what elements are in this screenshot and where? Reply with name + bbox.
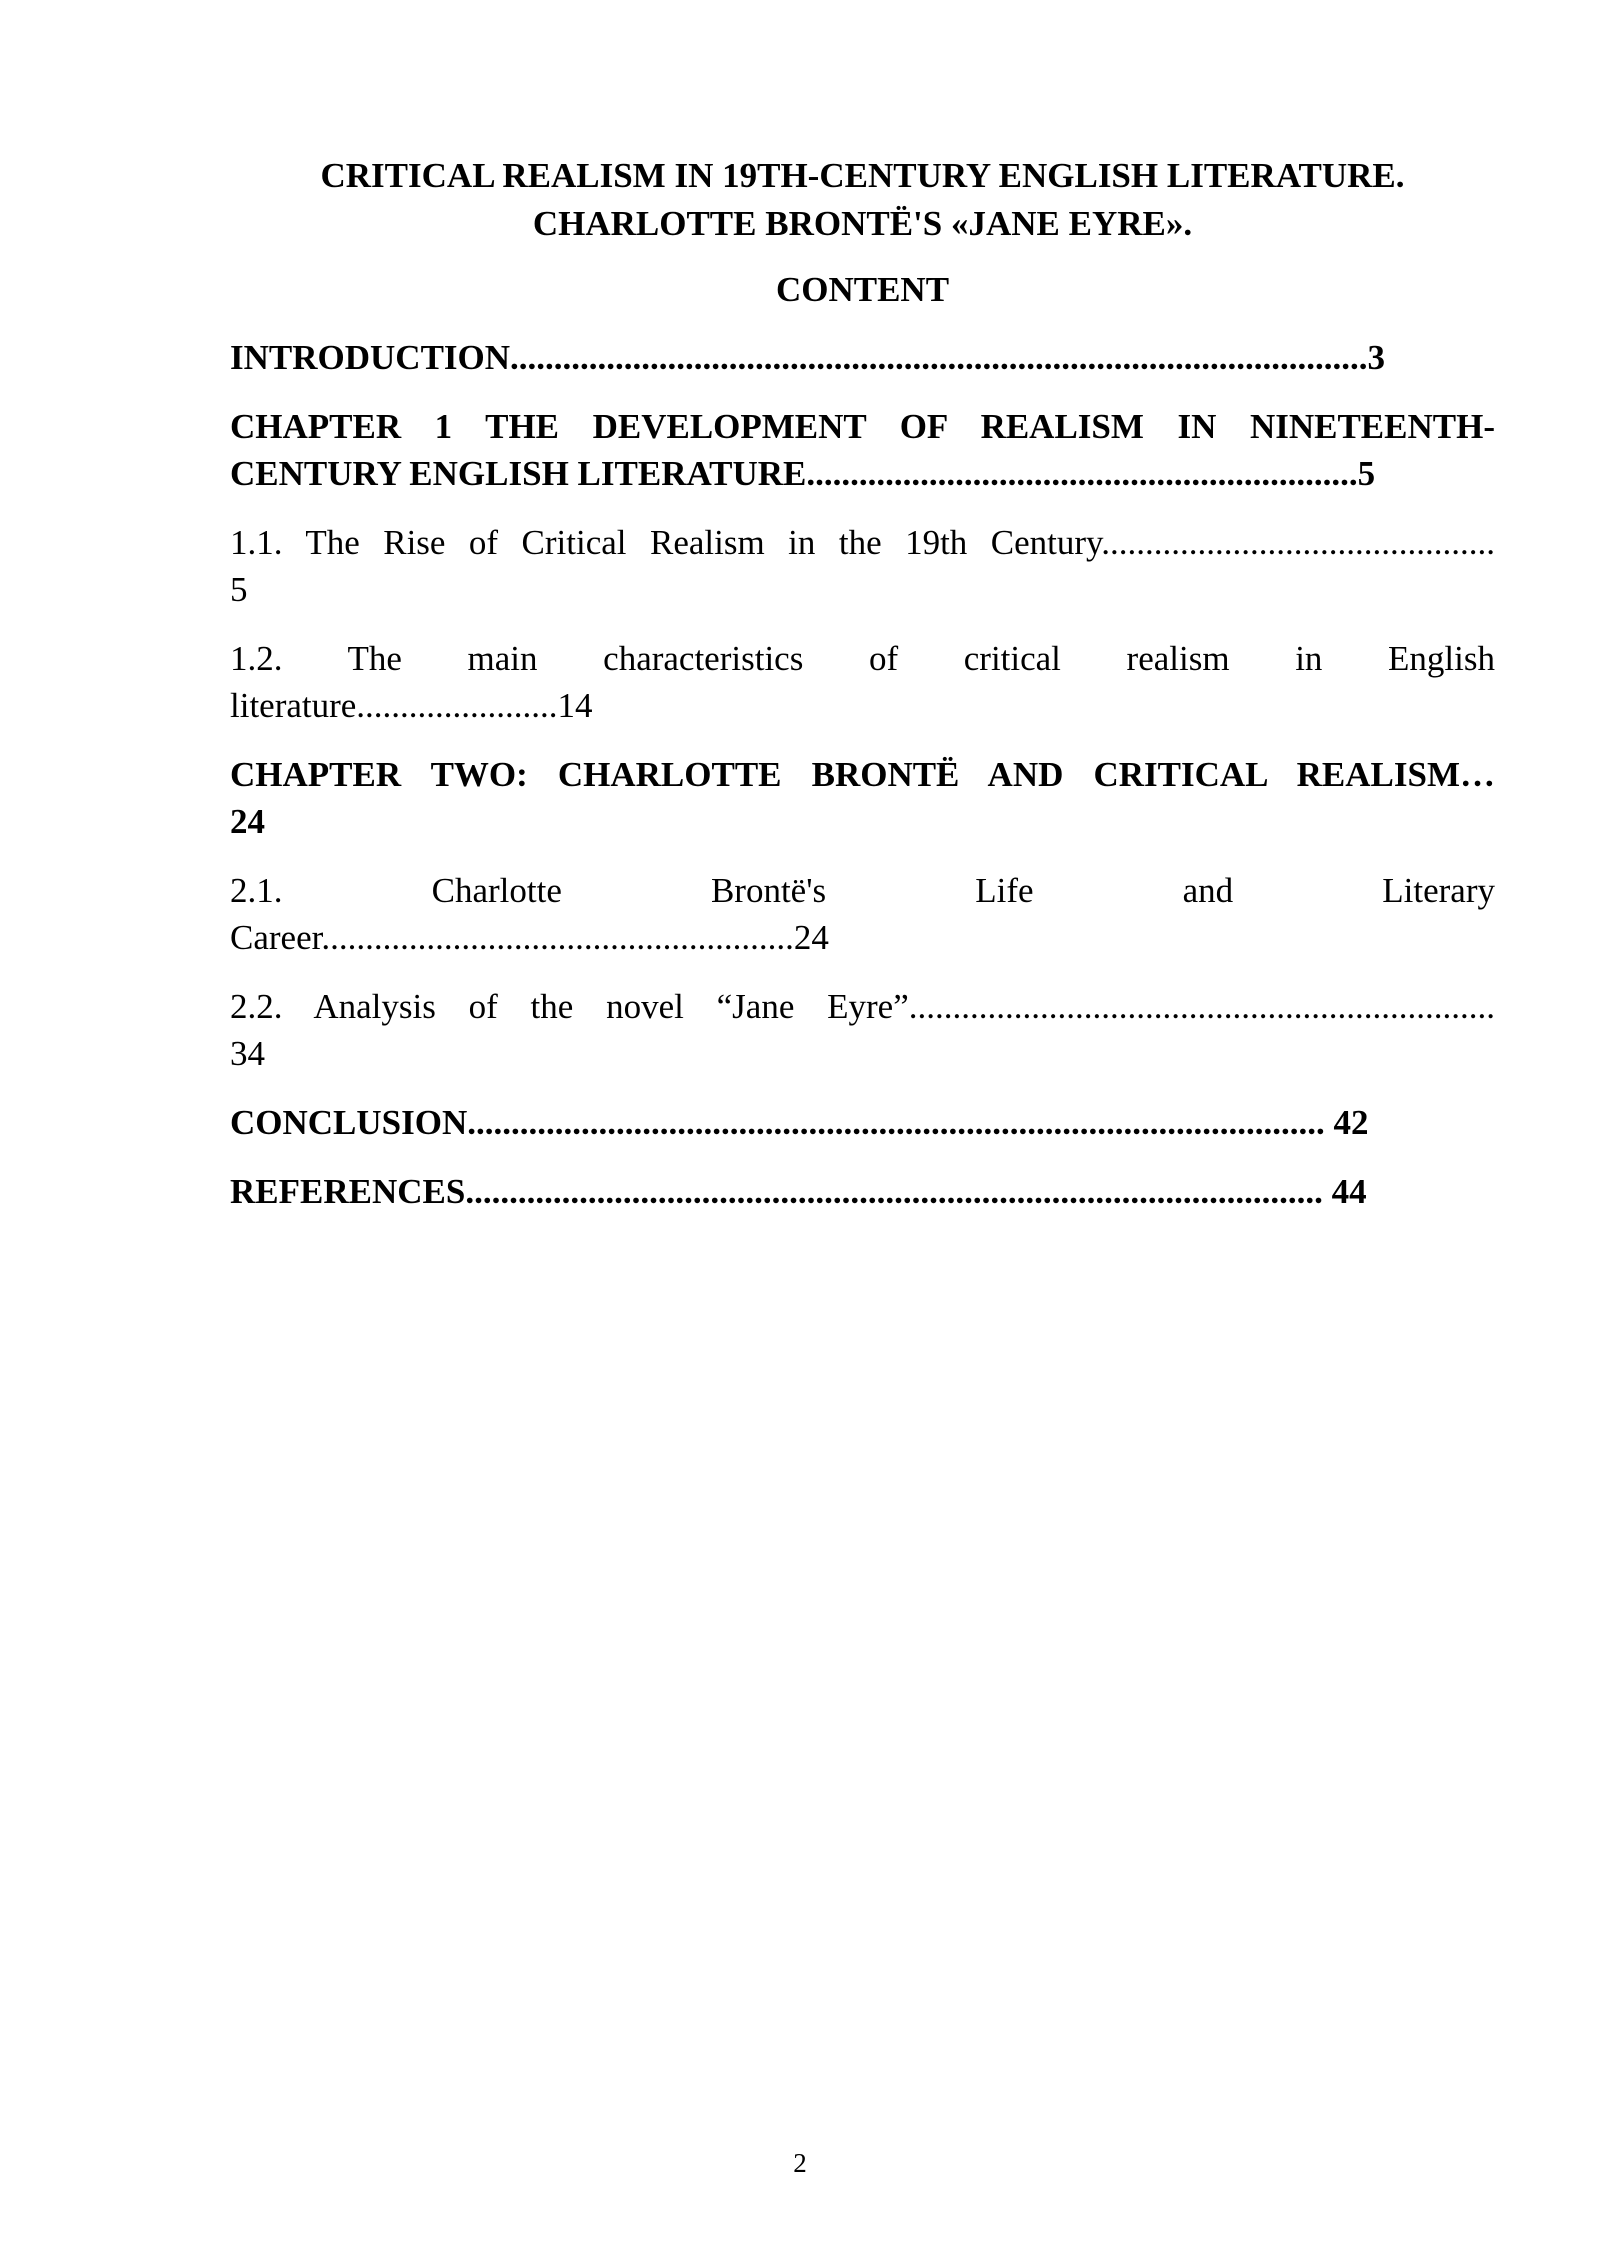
toc-line: CENTURY ENGLISH LITERATURE...............................................................5: [230, 454, 1376, 493]
toc-line: REFERENCES.................................................................................................. 44: [230, 1172, 1367, 1211]
toc-line: 1.1. The Rise of Critical Realism in the 19th Century.............................................: [230, 523, 1495, 562]
toc-entry-references[interactable]: [230, 1168, 1495, 1215]
toc-line: 24: [230, 802, 265, 841]
toc-entry-introduction[interactable]: [230, 334, 1495, 381]
toc-line: INTRODUCTION..................................................................................................3: [230, 338, 1386, 377]
title-line-1: CRITICAL REALISM IN 19TH-CENTURY ENGLISH LITERATURE.: [320, 156, 1405, 195]
toc-entry-2-2[interactable]: [230, 983, 1495, 1077]
toc-entry-chapter-1[interactable]: [230, 403, 1495, 497]
toc-entry-1-1[interactable]: [230, 519, 1495, 613]
content-heading: CONTENT: [775, 270, 950, 309]
toc-line: CONCLUSION.................................................................................................. 42: [230, 1103, 1369, 1142]
toc-line: 5: [230, 570, 248, 609]
document-title: [230, 152, 1495, 248]
toc-line: CHAPTER TWO: CHARLOTTE BRONTË AND CRITICAL REALISM…: [230, 755, 1495, 794]
toc-line: literature.......................14: [230, 686, 593, 725]
toc-entry-1-2[interactable]: [230, 635, 1495, 729]
toc-line: 34: [230, 1034, 265, 1073]
toc-entry-conclusion[interactable]: [230, 1099, 1495, 1146]
toc-line: CHAPTER 1 THE DEVELOPMENT OF REALISM IN NINETEENTH-: [230, 407, 1495, 446]
toc-entry-2-1[interactable]: [230, 867, 1495, 961]
toc-entry-chapter-2[interactable]: [230, 751, 1495, 845]
page-number: 2: [793, 2148, 807, 2178]
table-of-contents: [230, 334, 1495, 1237]
toc-line: 2.2. Analysis of the novel “Jane Eyre”...................................................................: [230, 987, 1495, 1026]
toc-line: Career......................................................24: [230, 918, 829, 957]
toc-line: 2.1. Charlotte Brontë's Life and Literary: [230, 871, 1495, 910]
title-line-2: CHARLOTTE BRONTË'S «JANE EYRE».: [532, 204, 1193, 243]
toc-line: 1.2. The main characteristics of critical realism in English: [230, 639, 1495, 678]
